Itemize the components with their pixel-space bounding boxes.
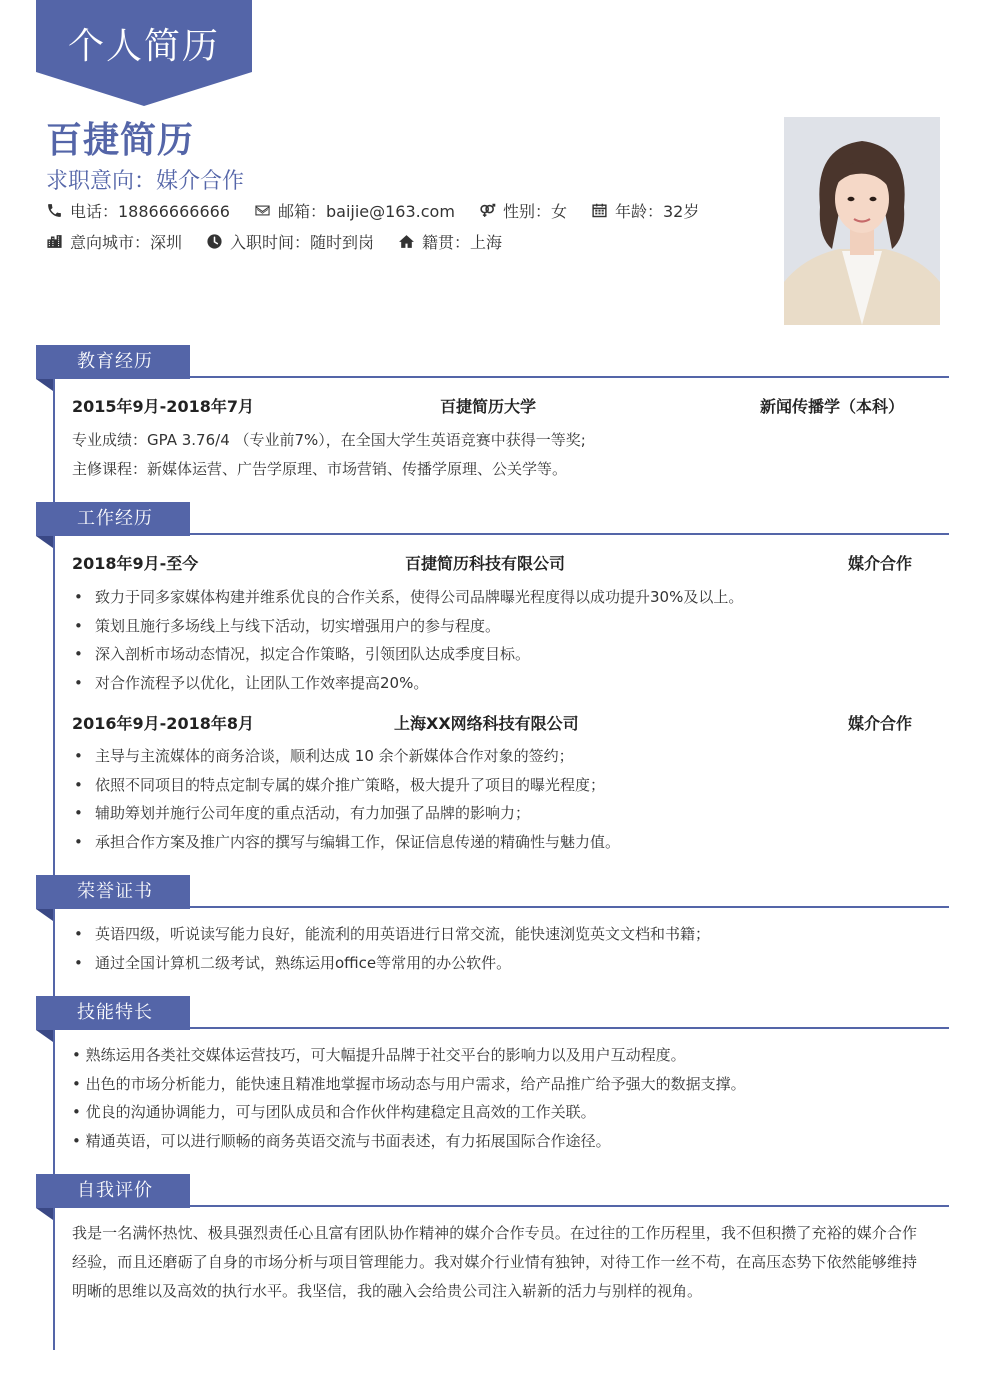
job-duties-list: [72, 742, 620, 856]
list-item: • 对合作流程予以优化，让团队工作效率提高20%。: [72, 669, 743, 698]
job-intent: 求职意向：媒介合作: [46, 169, 245, 194]
section-education-title: 教育经历: [36, 345, 190, 379]
skill-line: • 精通英语，可以进行顺畅的商务英语交流与书面表述，有力拓展国际合作途径。: [72, 1131, 611, 1150]
hometown-info: [398, 230, 502, 253]
section-self-header: [36, 1174, 949, 1222]
mail-icon: [254, 202, 271, 219]
list-item: • 辅助筹划并施行公司年度的重点活动，有力加强了品牌的影响力；: [72, 799, 620, 828]
age-text: 年龄：32岁: [614, 202, 700, 221]
education-school: 百捷简历大学: [440, 397, 537, 416]
section-rule: [190, 533, 949, 535]
resume-banner: [36, 0, 252, 108]
clock-icon: [206, 233, 223, 250]
tab-fold: [36, 379, 53, 391]
section-rule: [190, 1205, 949, 1207]
hometown-text: 籍贯：上海: [422, 233, 503, 252]
self-evaluation-text: 我是一名满怀热忱、极具强烈责任心且富有团队协作精神的媒介合作专员。在过往的工作历程里，我不但积攒了充裕的媒介合作经验，而且还磨砺了自身的市场分析与项目管理能力。我对媒介行业情有独钟，对待工作一丝不苟，在高压态势下依然能够维持明晰的思维以及高效的执行水平。我坚信，我的融入会给贵公司注入崭新的活力与别样的视角。: [72, 1224, 917, 1300]
list-item: • 致力于同多家媒体构建并维系优良的合作关系，使得公司品牌曝光程度得以成功提升30%及以上。: [72, 583, 743, 612]
tab-fold: [36, 536, 53, 548]
skill-line: • 优良的沟通协调能力，可与团队成员和合作伙伴构建稳定且高效的工作关联。: [72, 1103, 596, 1122]
section-honors-title: 荣誉证书: [36, 875, 190, 909]
section-self-title: 自我评价: [36, 1174, 190, 1208]
portrait-image: [784, 117, 940, 325]
profile-photo: [784, 117, 940, 325]
phone-icon: [46, 202, 63, 219]
job-entry-header: [72, 711, 912, 737]
contact-row-2: [46, 230, 526, 253]
education-details: [72, 426, 586, 483]
city-info: [46, 230, 182, 253]
section-education-header: [36, 345, 949, 393]
city-icon: [46, 233, 63, 250]
job-period: 2018年9月-至今: [72, 554, 199, 573]
section-work-header: [36, 502, 949, 550]
list-item: • 主导与主流媒体的商务洽谈，顺利达成 10 余个新媒体合作对象的签约；: [72, 742, 620, 771]
section-work-title: 工作经历: [36, 502, 190, 536]
education-major: 新闻传播学（本科）: [759, 397, 904, 416]
start-date-text: 入职时间：随时到岗: [230, 233, 375, 252]
skill-line: • 熟练运用各类社交媒体运营技巧，可大幅提升品牌于社交平台的影响力以及用户互动程度。: [72, 1046, 686, 1064]
skill-line: • 出色的市场分析能力，能快速且精准地掌握市场动态与用户需求，给产品推广给予强大的数据支撑。: [72, 1074, 746, 1093]
candidate-name: 百捷简历: [46, 120, 195, 161]
gender-icon: [479, 202, 496, 219]
list-item: • 依照不同项目的特点定制专属的媒介推广策略，极大提升了项目的曝光程度；: [72, 771, 620, 800]
start-date-info: [206, 230, 374, 253]
phone-text: 电话：18866666666: [70, 202, 230, 221]
education-line: 专业成绩：GPA 3.76/4 （专业前7%），在全国大学生英语竞赛中获得一等奖;: [72, 431, 586, 449]
banner-title: 个人简历: [67, 26, 220, 67]
city-text: 意向城市：深圳: [70, 233, 183, 252]
job-company: 上海XX网络科技有限公司: [394, 714, 579, 733]
job-period: 2016年9月-2018年8月: [72, 714, 254, 733]
job-role: 媒介合作: [847, 714, 912, 733]
section-skills-title: 技能特长: [36, 996, 190, 1030]
list-item: • 策划且施行多场线上与线下活动，切实增强用户的参与程度。: [72, 612, 743, 641]
education-entry-header: [72, 394, 912, 420]
section-rule: [190, 1027, 949, 1029]
list-item: • 通过全国计算机二级考试，熟练运用office等常用的办公软件。: [72, 949, 710, 978]
gender-text: 性别：女: [502, 202, 567, 221]
list-item: • 深入剖析市场动态情况，拟定合作策略，引领团队达成季度目标。: [72, 640, 743, 669]
section-skills-header: [36, 996, 949, 1044]
email-info: [254, 199, 455, 222]
section-rule: [190, 906, 949, 908]
honors-list: [72, 920, 710, 977]
education-line: 主修课程：新媒体运营、广告学原理、市场营销、传播学原理、公关学等。: [72, 459, 568, 478]
section-rule: [190, 376, 949, 378]
skills-list: [72, 1041, 746, 1155]
list-item: • 承担合作方案及推广内容的撰写与编辑工作，保证信息传递的精确性与魅力值。: [72, 828, 620, 857]
tab-fold: [36, 1208, 53, 1220]
tab-fold: [36, 1030, 53, 1042]
gender-info: [479, 199, 567, 222]
job-entry-header: [72, 551, 912, 577]
home-icon: [398, 233, 415, 250]
email-text: 邮箱：baijie@163.com: [277, 202, 455, 221]
education-period: 2015年9月-2018年7月: [72, 397, 254, 416]
list-item: • 英语四级，听说读写能力良好，能流利的用英语进行日常交流，能快速浏览英文文档和书籍；: [72, 920, 710, 949]
job-role: 媒介合作: [847, 554, 912, 573]
age-info: [591, 199, 699, 222]
phone-info: [46, 199, 230, 222]
job-company: 百捷简历科技有限公司: [405, 554, 566, 573]
section-honors-header: [36, 875, 949, 923]
job-duties-list: [72, 583, 743, 697]
contact-row-1: [46, 199, 723, 222]
calendar-icon: [591, 202, 608, 219]
tab-fold: [36, 909, 53, 921]
